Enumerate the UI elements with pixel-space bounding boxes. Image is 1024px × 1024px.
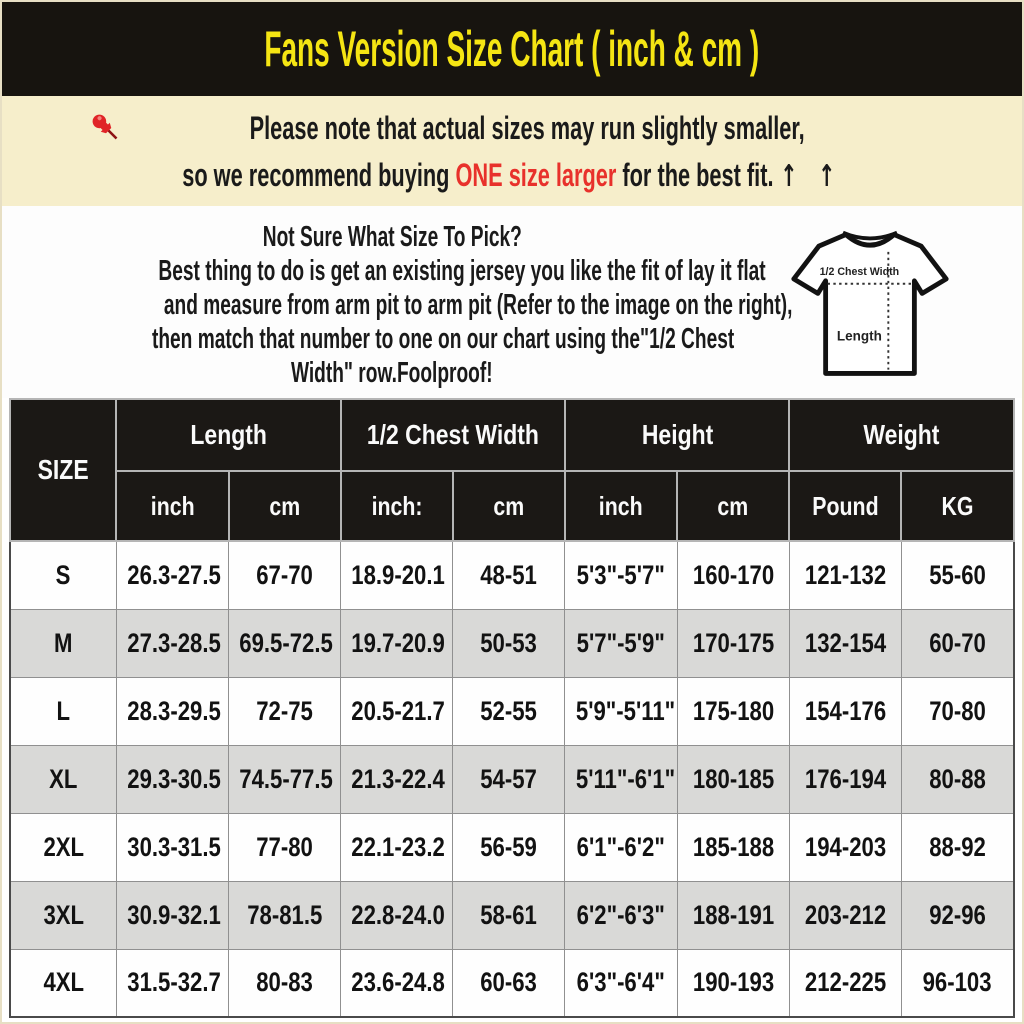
notice-line-1: [2, 105, 1022, 152]
value-cell: [229, 609, 341, 677]
value-cell: [789, 745, 901, 813]
cell-text: 190-193: [692, 967, 774, 998]
instructions-text: [2, 220, 793, 390]
unit-header-chest-cm: cm: [453, 471, 565, 541]
value-cell: [677, 541, 789, 609]
cell-text: 20.5-21.7: [351, 695, 446, 726]
value-cell: [565, 677, 677, 745]
cell-text: 74.5-77.5: [239, 763, 333, 794]
value-cell: [565, 609, 677, 677]
value-cell: [901, 813, 1014, 881]
pushpin-icon: [89, 111, 123, 145]
table-row: [10, 541, 1014, 609]
cell-text: 2XL: [43, 831, 84, 862]
value-cell: [453, 813, 565, 881]
value-cell: [341, 609, 453, 677]
value-cell: [453, 677, 565, 745]
cell-text: 19.7-20.9: [351, 627, 446, 658]
value-cell: [453, 949, 565, 1017]
cell-text: 31.5-32.7: [127, 967, 221, 998]
cell-text: 21.3-22.4: [351, 763, 446, 794]
value-cell: [789, 881, 901, 949]
cell-text: 121-132: [804, 559, 886, 590]
value-cell: [677, 745, 789, 813]
cell-text: 78-81.5: [247, 899, 323, 930]
cell-text: 92-96: [929, 899, 986, 930]
cell-text: 132-154: [804, 627, 886, 658]
value-cell: [116, 949, 228, 1017]
cell-text: 58-61: [480, 899, 538, 930]
cell-text: 170-175: [692, 627, 774, 658]
cell-text: 5'7"-5'9": [576, 627, 666, 658]
cell-text: 60-70: [929, 627, 986, 658]
value-cell: [341, 813, 453, 881]
value-cell: [901, 541, 1014, 609]
cell-text: 212-225: [804, 967, 886, 998]
cell-text: 3XL: [43, 899, 84, 930]
cell-text: 175-180: [692, 695, 774, 726]
table-row: [10, 609, 1014, 677]
cell-text: 60-63: [480, 967, 538, 998]
unit-header-chest-inch: inch:: [341, 471, 453, 541]
value-cell: [116, 745, 228, 813]
cell-text: 26.3-27.5: [127, 559, 221, 590]
value-cell: [229, 813, 341, 881]
cell-text: 56-59: [480, 831, 538, 862]
table-row: [10, 949, 1014, 1017]
value-cell: [229, 541, 341, 609]
value-cell: [453, 881, 565, 949]
instructions-section: [2, 206, 1022, 398]
table-row: [10, 813, 1014, 881]
cell-text: 28.3-29.5: [127, 695, 221, 726]
value-cell: [901, 609, 1014, 677]
cell-text: 6'3"-6'4": [576, 967, 666, 998]
value-cell: [677, 949, 789, 1017]
cell-text: 18.9-20.1: [351, 559, 446, 590]
title-bar: [2, 2, 1022, 96]
cell-text: M: [54, 627, 73, 658]
value-cell: [565, 881, 677, 949]
cell-text: 154-176: [804, 695, 886, 726]
value-cell: [229, 881, 341, 949]
value-cell: [229, 949, 341, 1017]
cell-text: 185-188: [692, 831, 774, 862]
value-cell: [901, 881, 1014, 949]
notice-text-1: Please note that actual sizes may run slightly smaller,: [249, 110, 805, 146]
cell-text: 70-80: [929, 695, 986, 726]
cell-text: 52-55: [480, 695, 538, 726]
unit-header-height-inch: inch: [565, 471, 677, 541]
size-cell: [10, 609, 116, 677]
up-arrows-icon: ↑ ↑: [780, 159, 842, 194]
value-cell: [789, 949, 901, 1017]
cell-text: 176-194: [804, 763, 886, 794]
value-cell: [116, 677, 228, 745]
cell-text: 30.3-31.5: [127, 831, 221, 862]
cell-text: L: [56, 695, 71, 726]
cell-text: 180-185: [692, 763, 774, 794]
cell-text: 29.3-30.5: [127, 763, 221, 794]
size-table-body: [10, 541, 1014, 1017]
value-cell: [565, 949, 677, 1017]
value-cell: [453, 609, 565, 677]
value-cell: [789, 813, 901, 881]
size-cell: [10, 745, 116, 813]
group-header-length: Length: [116, 399, 340, 471]
notice-banner: [2, 96, 1022, 206]
cell-text: 23.6-24.8: [351, 967, 446, 998]
cell-text: 5'9"-5'11": [576, 695, 676, 726]
cell-text: S: [56, 559, 71, 590]
value-cell: [341, 541, 453, 609]
unit-header-weight-kg: KG: [901, 471, 1014, 541]
notice-line-2: [2, 152, 1022, 200]
value-cell: [229, 677, 341, 745]
value-cell: [901, 677, 1014, 745]
value-cell: [229, 745, 341, 813]
cell-text: 6'1"-6'2": [576, 831, 666, 862]
cell-text: 96-103: [922, 967, 992, 998]
cell-text: 77-80: [256, 831, 313, 862]
cell-text: 55-60: [929, 559, 986, 590]
notice-text-3: for the best fit.: [616, 157, 774, 193]
cell-text: 4XL: [43, 967, 84, 998]
cell-text: XL: [49, 763, 78, 794]
group-header-weight: Weight: [789, 399, 1014, 471]
cell-text: 194-203: [804, 831, 886, 862]
value-cell: [341, 949, 453, 1017]
group-header-chest-width: 1/2 Chest Width: [341, 399, 565, 471]
size-column-header: SIZE: [10, 399, 116, 541]
chest-width-label: 1/2 Chest Width: [819, 266, 900, 279]
unit-header-weight-pound: Pound: [789, 471, 901, 541]
size-cell: [10, 813, 116, 881]
instructions-heading: Not Sure What Size To Pick?: [262, 221, 522, 253]
instructions-line: and measure from arm pit to arm pit (Refer to the image on the right),: [163, 289, 793, 321]
cell-text: 160-170: [692, 559, 774, 590]
value-cell: [677, 677, 789, 745]
value-cell: [453, 745, 565, 813]
cell-text: 5'11"-6'1": [576, 763, 676, 794]
value-cell: [565, 541, 677, 609]
cell-text: 80-88: [929, 763, 986, 794]
tshirt-outline: [794, 235, 946, 374]
value-cell: [677, 881, 789, 949]
cell-text: 67-70: [256, 559, 313, 590]
cell-text: 188-191: [692, 899, 774, 930]
value-cell: [565, 813, 677, 881]
size-cell: [10, 541, 116, 609]
cell-text: 80-83: [256, 967, 313, 998]
length-label: Length: [836, 328, 882, 344]
cell-text: 5'3"-5'7": [576, 559, 666, 590]
cell-text: 22.1-23.2: [351, 831, 446, 862]
value-cell: [677, 609, 789, 677]
cell-text: 203-212: [804, 899, 886, 930]
notice-text-2: so we recommend buying: [182, 157, 456, 193]
value-cell: [116, 881, 228, 949]
value-cell: [565, 745, 677, 813]
cell-text: 22.8-24.0: [351, 899, 446, 930]
size-cell: [10, 677, 116, 745]
size-table-section: [2, 398, 1022, 1023]
cell-text: 69.5-72.5: [239, 627, 333, 658]
value-cell: [789, 541, 901, 609]
cell-text: 6'2"-6'3": [576, 899, 666, 930]
value-cell: [677, 813, 789, 881]
unit-header-height-cm: cm: [677, 471, 789, 541]
page-title: Fans Version Size Chart ( inch & cm ): [264, 21, 760, 77]
instructions-line: Best thing to do is get an existing jersey you like the fit of lay it flat: [158, 255, 766, 287]
unit-header-length-cm: cm: [229, 471, 341, 541]
value-cell: [453, 541, 565, 609]
value-cell: [341, 677, 453, 745]
cell-text: 72-75: [256, 695, 313, 726]
cell-text: 54-57: [480, 763, 538, 794]
value-cell: [116, 609, 228, 677]
unit-header-length-inch: inch: [116, 471, 228, 541]
value-cell: [901, 745, 1014, 813]
value-cell: [789, 609, 901, 677]
value-cell: [116, 541, 228, 609]
value-cell: [901, 949, 1014, 1017]
cell-text: 30.9-32.1: [127, 899, 221, 930]
size-cell: [10, 881, 116, 949]
table-row: [10, 745, 1014, 813]
value-cell: [789, 677, 901, 745]
value-cell: [341, 745, 453, 813]
cell-text: 27.3-28.5: [127, 627, 221, 658]
tshirt-measurement-diagram: [788, 220, 952, 388]
table-row: [10, 881, 1014, 949]
cell-text: 50-53: [480, 627, 538, 658]
notice-highlight: ONE size larger: [455, 157, 617, 193]
size-chart-table: [9, 398, 1015, 1018]
instructions-line: Width" row.Foolproof!: [291, 357, 493, 389]
cell-text: 48-51: [480, 559, 538, 590]
value-cell: [341, 881, 453, 949]
group-header-height: Height: [565, 399, 789, 471]
table-header: [10, 399, 1014, 541]
table-row: [10, 677, 1014, 745]
instructions-line: then match that number to one on our chart using the"1/2 Chest: [151, 323, 735, 355]
size-cell: [10, 949, 116, 1017]
value-cell: [116, 813, 228, 881]
cell-text: 88-92: [929, 831, 986, 862]
